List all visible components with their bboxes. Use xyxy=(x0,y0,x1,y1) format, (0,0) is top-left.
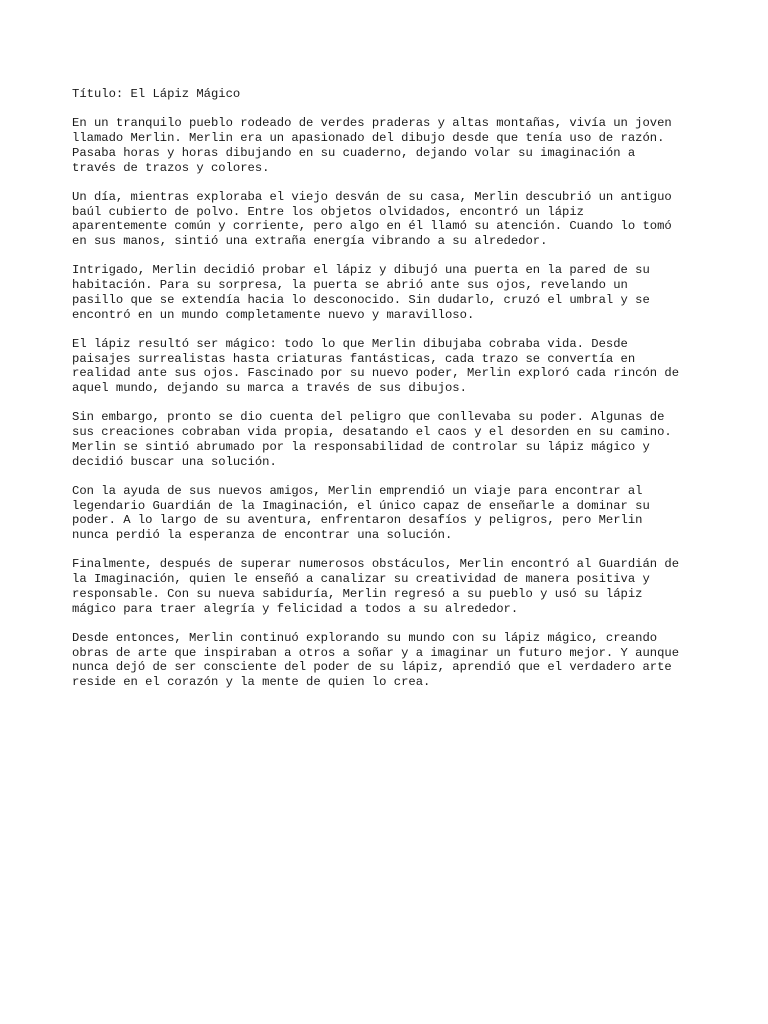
paragraph-3: Intrigado, Merlin decidió probar el lápiz y dibujó una puerta en la pared de su habitación. Para su sorpresa, la puerta se abrió ante sus ojos, revelando un pasillo que se extendía hacia lo desconocido. Sin dudarlo, cruzó el umbral y se encontró en un mundo completamente nuevo y maravilloso. xyxy=(72,263,650,322)
paragraph-8: Desde entonces, Merlin continuó explorando su mundo con su lápiz mágico, creando obras de arte que inspiraban a otros a soñar y a imaginar un futuro mejor. Y aunque nunca dejó de ser consciente del poder de su lápiz, aprendió que el verdadero arte reside en el corazón y la mente de quien lo crea. xyxy=(72,630,680,689)
paragraph-6: Con la ayuda de sus nuevos amigos, Merlin emprendió un viaje para encontrar al legendario Guardián de la Imaginación, el único capaz de enseñarle a dominar su poder. A lo largo de su aventura, enfrentaron desafíos y peligros, pero Merlin nunca perdió la esperanza de encontrar una solución. xyxy=(72,483,650,542)
document-title: Título: El Lápiz Mágico xyxy=(72,87,241,101)
paragraph-5: Sin embargo, pronto se dio cuenta del peligro que conllevaba su poder. Algunas de sus creaciones cobraban vida propia, desatando el caos y el desorden en su camino. Merlin se sintió abrumado por la responsabilidad de controlar su lápiz mágico y decidió buscar una solución. xyxy=(72,410,672,469)
paragraph-2: Un día, mientras exploraba el viejo desván de su casa, Merlin descubrió un antiguo baúl cubierto de polvo. Entre los objetos olvidados, encontró un lápiz aparentemente común y corriente, pero algo en él llamó su atención. Cuando lo tomó en sus manos, sintió una extraña energía vibrando a su alrededor. xyxy=(72,189,672,248)
paragraph-1: En un tranquilo pueblo rodeado de verdes praderas y altas montañas, vivía un joven llamado Merlin. Merlin era un apasionado del dibujo desde que tenía uso de razón. Pasaba horas y horas dibujando en su cuaderno, dejando volar su imaginación a través de trazos y colores. xyxy=(72,116,672,175)
paragraph-4: El lápiz resultó ser mágico: todo lo que Merlin dibujaba cobraba vida. Desde paisajes surrealistas hasta criaturas fantásticas, cada trazo se convertía en realidad ante sus ojos. Fascinado por su nuevo poder, Merlin exploró cada rincón de aquel mundo, dejando su marca a través de sus dibujos. xyxy=(72,336,680,395)
document-page xyxy=(72,87,702,704)
paragraph-7: Finalmente, después de superar numerosos obstáculos, Merlin encontró al Guardián de la Imaginación, quien le enseñó a canalizar su creatividad de manera positiva y responsable. Con su nueva sabiduría, Merlin regresó a su pueblo y usó su lápiz mágico para traer alegría y felicidad a todos a su alrededor. xyxy=(72,557,680,616)
